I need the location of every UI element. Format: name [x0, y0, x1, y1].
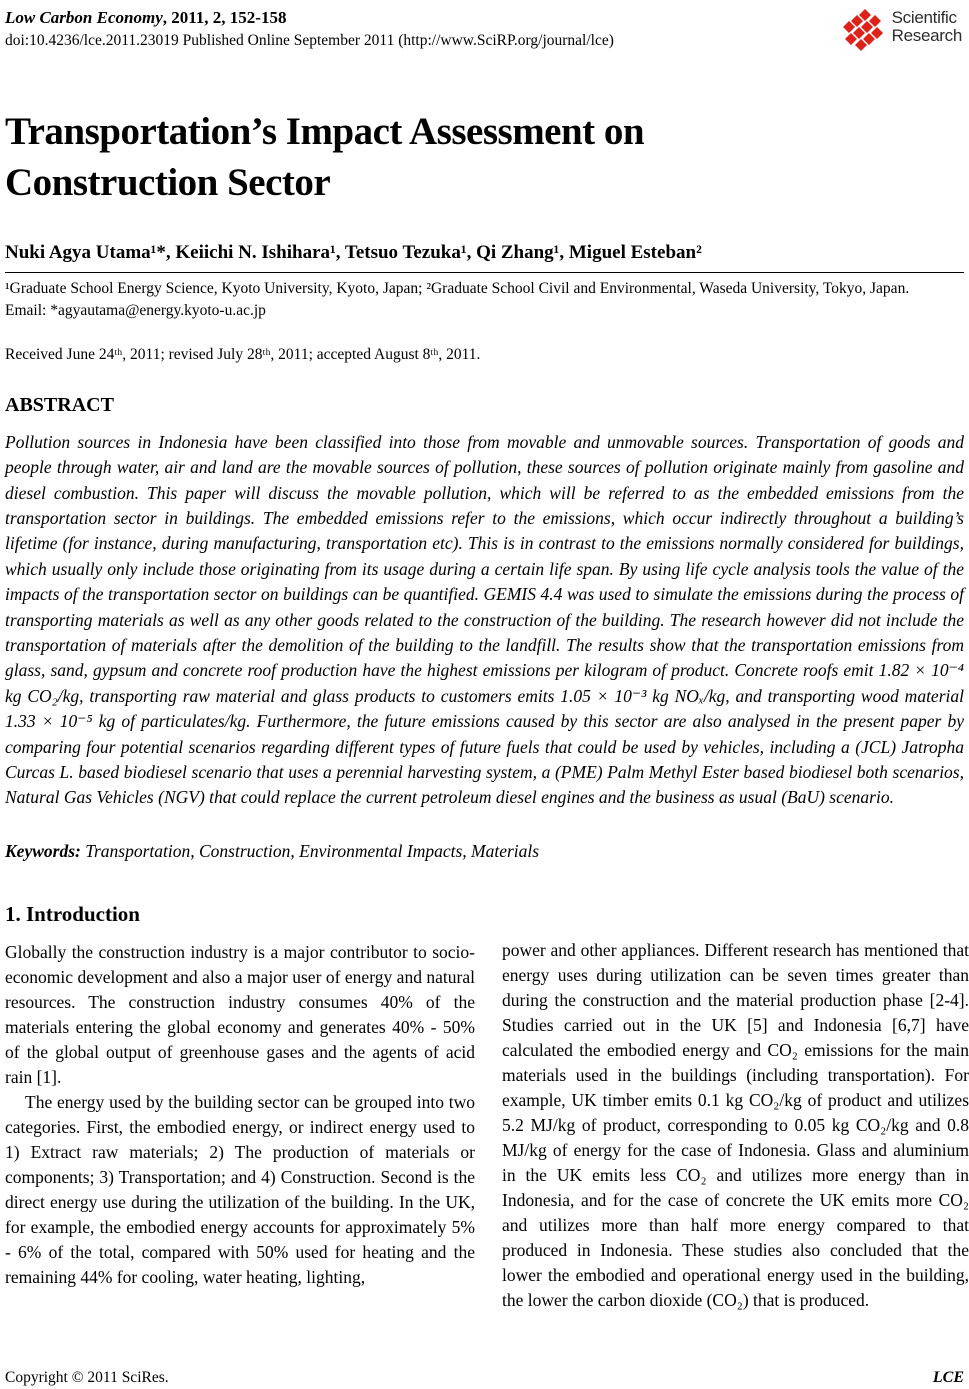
- journal-issue-pages: , 2011, 2, 152-158: [162, 8, 287, 27]
- journal-name: Low Carbon Economy: [5, 8, 163, 27]
- publisher-name: [892, 9, 962, 46]
- email-label: Email:: [5, 301, 51, 319]
- abstract-heading: ABSTRACT: [5, 393, 114, 416]
- article-title-line2: Construction Sector: [5, 160, 331, 204]
- page-header: [5, 8, 964, 57]
- keywords-label: Keywords:: [5, 840, 81, 861]
- journal-abbreviation: LCE: [932, 1369, 964, 1386]
- body-columns: [5, 901, 969, 1313]
- copyright-notice: Copyright © 2011 SciRes.: [5, 1369, 169, 1386]
- publisher-name-line2: Research: [891, 26, 962, 46]
- article-title-line1: Transportation’s Impact Assessment on: [5, 110, 645, 153]
- intro-paragraph-3: power and other appliances. Different research has mentioned that energy uses during utilization can be seven times greater than during the construction and the material production phase [2-4]. Studies carried out in the UK [5] and Indonesia [6,7] have calculated the embodied energy and CO₂ emissions for the main materials used in the buildings (including transportation). For example, UK timber emits 0.1 kg CO₂/kg of product and utilizes 5.2 MJ/kg of product, corresponding to 0.05 kg CO₂/kg and 0.8 MJ/kg of energy for the case of Indonesia. Glass and aluminium in the UK emits less CO₂ and utilizes more energy than in Indonesia, and for the case of concrete the UK emits more CO₂ and utilizes more than half more energy compared to that produced in Indonesia. These studies also concluded that the lower the embodied and operational energy used in the building, the lower the carbon dioxide (CO₂) that is produced.: [502, 939, 969, 1310]
- section-heading-introduction: 1. Introduction: [5, 901, 140, 926]
- keywords-text: Transportation, Construction, Environmental Impacts, Materials: [80, 840, 540, 861]
- author-list: Nuki Agya Utama¹*, Keiichi N. Ishihara¹, Tetsuo Tezuka¹, Qi Zhang¹, Miguel Esteban²: [5, 242, 964, 273]
- page-footer: [5, 1369, 964, 1387]
- body-column-right: [502, 902, 969, 1313]
- body-column-left: [5, 902, 475, 1313]
- doi-line: doi:10.4236/lce.2011.23019 Published Online September 2011 (http://www.SciRP.org/journal/lce): [5, 32, 614, 49]
- intro-paragraph-2: The energy used by the building sector can be grouped into two categories. First, the embodied energy, or indirect energy used to 1) Extract raw materials; 2) The production of materials or components; 3) Transportation; and 4) Construction. Second is the direct energy use during the utilization of the building. In the UK, for example, the embodied energy accounts for approximately 5% - 6% of the total, compared with 50% used for heating and the remaining 44% for cooling, water heating, lighting,: [5, 1091, 475, 1287]
- journal-citation: [5, 8, 614, 28]
- scientific-research-diamonds-icon: [831, 8, 887, 57]
- intro-paragraph-1: Globally the construction industry is a major contributor to socio-economic development and also a major user of energy and natural resources. The construction industry consumes 40% of the materials entering the global economy and generates 40% - 50% of the global output of greenhouse gases and the agents of acid rain [1].: [5, 941, 475, 1087]
- email-address: *agyautama@energy.kyoto-u.ac.jp: [50, 301, 266, 319]
- abstract-body: Pollution sources in Indonesia have been classified into those from movable and unmovable sources. Transportation of goods and people through water, air and land are the movable sources of pollution, these sources of pollution originate mainly from gasoline and diesel combustion. This paper will discuss the movable pollution, which will be referred to as the embedded emissions from the transportation sector in buildings. The embedded emissions refer to the emissions, which occur indirectly throughout a building’s lifetime (for instance, during manufacturing, transportation etc). This is in contrast to the emissions normally considered for buildings, which usually only include those originating from its usage during a certain life span. By using life cycle analysis tools the value of the impacts of the transportation sector on buildings can be quantified. GEMIS 4.4 was used to simulate the emissions during the process of transporting materials as well as any other goods related to the construction of the building. The research however did not include the transportation of materials after the demolition of the building to the landfill. The results show that the transportation emissions from glass, sand, gypsum and concrete roof production have the highest emissions per kilogram of product. Concrete roofs emit 1.82 × 10⁻⁴ kg CO₂/kg, transporting raw material and glass products to customers emits 1.05 × 10⁻³ kg NOₓ/kg, and transporting wood material 1.33 × 10⁻⁵ kg of particulates/kg. Furthermore, the future emissions caused by this sector are also analysed in the present paper by comparing four potential scenarios regarding different types of future fuels that could be used by vehicles, including a (JCL) Jatropha Curcas L. based biodiesel scenario that uses a perennial harvesting system, a (PME) Palm Methyl Ester based biodiesel both scenarios, Natural Gas Vehicles (NGV) that could replace the current petroleum diesel engines and the business as usual (BaU) scenario.: [5, 431, 964, 808]
- received-dates: Received June 24ᵗʰ, 2011; revised July 28ᵗʰ, 2011; accepted August 8ᵗʰ, 2011.: [5, 345, 481, 363]
- affiliations: ¹Graduate School Energy Science, Kyoto University, Kyoto, Japan; ²Graduate School Civil and Environmental, Waseda University, Tokyo, Japan.: [5, 280, 910, 298]
- email-line: [5, 302, 964, 320]
- article-title: [5, 107, 964, 208]
- publisher-logo: [831, 8, 962, 57]
- journal-info: [5, 8, 614, 50]
- keywords-line: [5, 841, 964, 862]
- publisher-name-line1: Scientific: [891, 8, 957, 27]
